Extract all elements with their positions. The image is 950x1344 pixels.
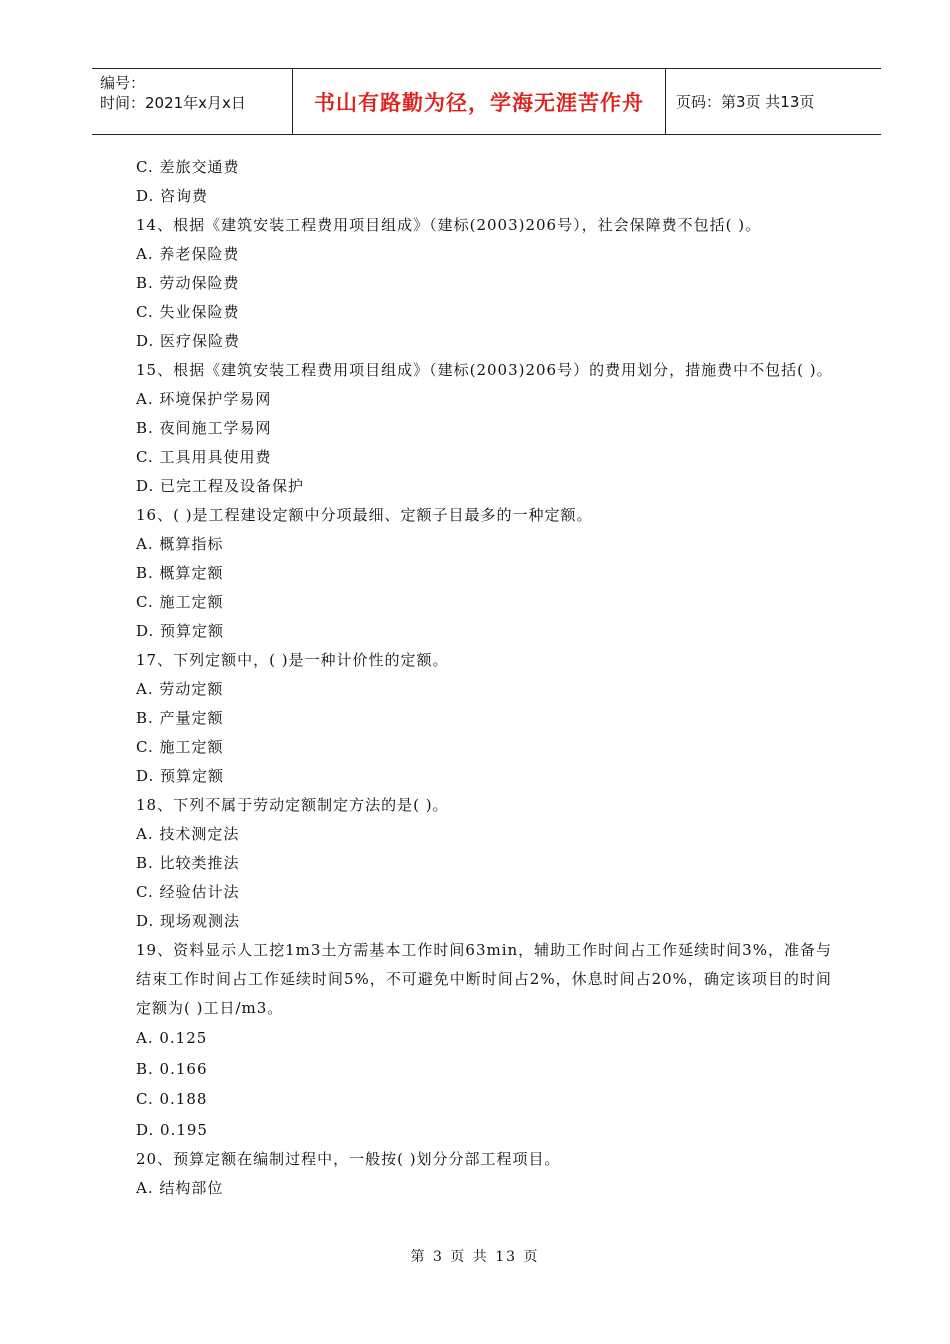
- question-17: 17、下列定额中，( )是一种计价性的定额。: [136, 651, 449, 669]
- option-c: C. 差旅交通费: [136, 158, 240, 176]
- question-18: 18、下列不属于劳动定额制定方法的是( )。: [136, 796, 449, 814]
- question-19: 19、资料显示人工挖1m3土方需基本工作时间63min，辅助工作时间占工作延续时间3%，准备与结束工作时间占工作延续时间5%，不可避免中断时间占2%，休息时间占20%，确定该项目的时间定额为( )工日/m3。: [136, 941, 832, 1017]
- q14-option-b: B. 劳动保险费: [136, 274, 240, 292]
- q15-option-b: B. 夜间施工学易网: [136, 419, 272, 437]
- q14-option-a: A. 养老保险费: [136, 245, 240, 263]
- page-footer: 第 3 页 共 13 页: [410, 1249, 540, 1265]
- header-motto: 书山有路勤为径，学海无涯苦作舟: [293, 69, 666, 134]
- q15-option-c: C. 工具用具使用费: [136, 448, 272, 466]
- q18-option-d: D. 现场观测法: [136, 912, 241, 930]
- q16-option-b: B. 概算定额: [136, 564, 224, 582]
- q19-option-c: C. 0.188: [136, 1090, 208, 1108]
- q19-option-d: D. 0.195: [136, 1120, 208, 1139]
- q20-option-a: A. 结构部位: [136, 1179, 224, 1197]
- page-header: [92, 68, 881, 135]
- q17-option-b: B. 产量定额: [136, 709, 224, 727]
- q16-option-d: D. 预算定额: [136, 622, 225, 640]
- q17-option-c: C. 施工定额: [136, 738, 224, 756]
- q19-option-b: B. 0.166: [136, 1059, 208, 1078]
- q14-option-d: D. 医疗保险费: [136, 332, 241, 350]
- q16-option-a: A. 概算指标: [136, 535, 224, 553]
- q19-option-a: A. 0.125: [136, 1029, 208, 1047]
- header-info: [92, 69, 293, 134]
- document-body: [136, 153, 841, 1203]
- q17-option-a: A. 劳动定额: [136, 680, 224, 698]
- q18-option-b: B. 比较类推法: [136, 854, 240, 872]
- question-15: 15、根据《建筑安装工程费用项目组成》（建标(2003)206号）的费用划分，措施费中不包括( )。: [136, 361, 833, 379]
- q16-option-c: C. 施工定额: [136, 593, 224, 611]
- question-14: 14、根据《建筑安装工程费用项目组成》（建标(2003)206号），社会保障费不包括( )。: [136, 216, 762, 234]
- question-20: 20、预算定额在编制过程中，一般按( )划分分部工程项目。: [136, 1150, 561, 1168]
- q17-option-d: D. 预算定额: [136, 767, 225, 785]
- q15-option-a: A. 环境保护学易网: [136, 390, 272, 408]
- q18-option-a: A. 技术测定法: [136, 825, 240, 843]
- option-d: D. 咨询费: [136, 187, 209, 205]
- header-page-number: 页码：第3页 共13页: [676, 93, 815, 111]
- q15-option-d: D. 已完工程及设备保护: [136, 477, 305, 495]
- document-time: 时间：2021年x月x日: [100, 94, 246, 112]
- question-16: 16、( )是工程建设定额中分项最细、定额子目最多的一种定额。: [136, 506, 593, 524]
- q14-option-c: C. 失业保险费: [136, 303, 240, 321]
- q18-option-c: C. 经验估计法: [136, 883, 240, 901]
- document-number: 编号：: [100, 74, 146, 92]
